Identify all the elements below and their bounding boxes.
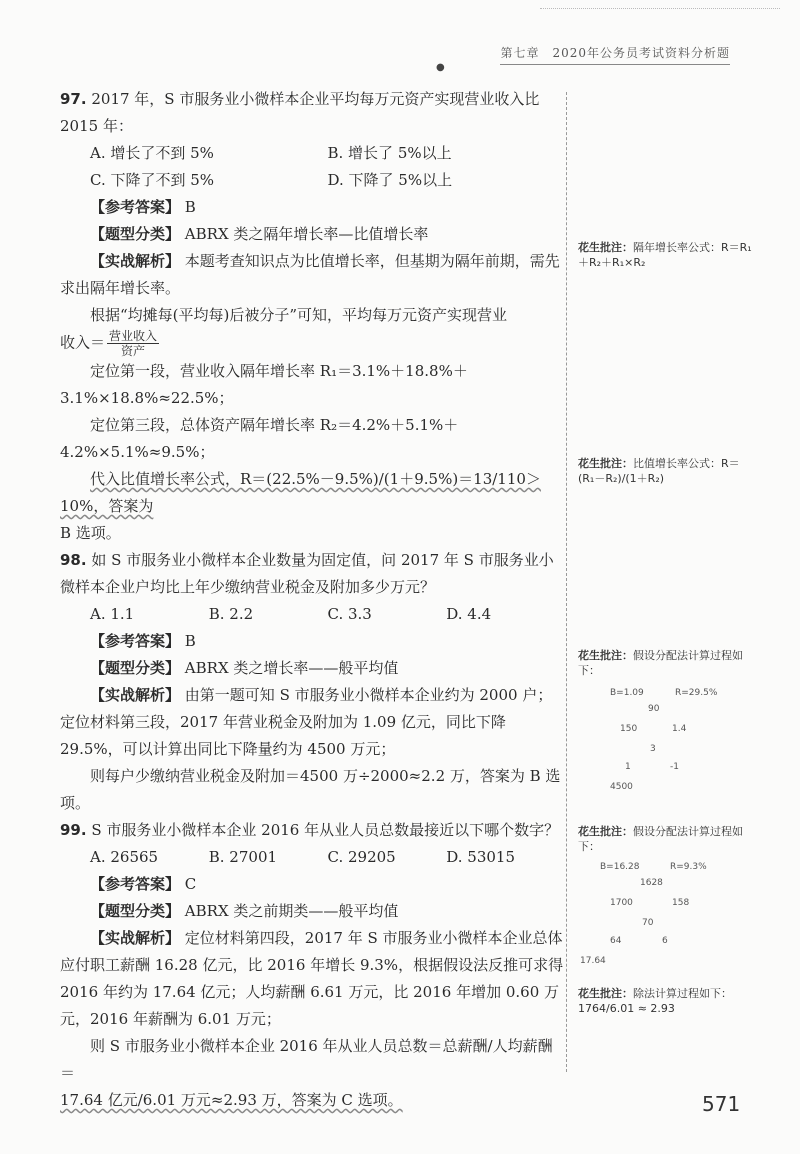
margin-note-3 [578, 648, 753, 678]
note-text: 除法计算过程如下：1764/6.01 ≈ 2.93 [578, 987, 732, 1015]
tree-label: 1.4 [672, 724, 687, 734]
main-column [60, 86, 565, 1114]
note-title: 花生批注： [578, 457, 633, 470]
note-title: 花生批注： [578, 649, 633, 662]
tree-label: 3 [650, 744, 656, 754]
tree-label: 6 [662, 936, 668, 946]
type-value: ABRX 类之隔年增长率—比值增长率 [184, 225, 429, 243]
tree-label: 1700 [610, 898, 633, 908]
tree-label: R=29.5% [675, 688, 718, 698]
analysis-label: 【实战解析】 [90, 252, 181, 270]
fraction: $\frac{\text{营业收入}}{\text{资产}}$ [109, 329, 158, 358]
calc-tree-1 [580, 688, 750, 798]
margin-note-1 [578, 240, 753, 270]
option-c: C. 3.3 [327, 605, 372, 623]
tree-label: R=9.3% [670, 862, 707, 872]
analysis-text: 定位第三段，总体资产隔年增长率 R₂＝4.2%＋5.1%＋4.2%×5.1%≈9.5%； [60, 416, 459, 461]
top-scan-line [540, 8, 780, 9]
calc-tree-2 [580, 862, 750, 972]
analysis-text: 定位材料第四段，2017 年 S 市服务业小微样本企业总体应付职工薪酬 16.28 亿元，比 2016 年增长 9.3%，根据假设法反推可求得 2016 年约为 17.64 亿元；人均薪酬 6.61 万元，比 2016 年增加 0.60 万元，2016 年薪酬为 6.01 万元； [60, 929, 564, 1028]
type-label: 【题型分类】 [90, 659, 181, 677]
tree-label: 90 [648, 704, 660, 714]
analysis-text: 本题考查知识点为比值增长率，但基期为隔年前期，需先求出隔年增长率。 [60, 252, 560, 297]
tree-label: 4500 [610, 782, 633, 792]
tree-label: 158 [672, 898, 690, 908]
question-number: 97. [60, 90, 87, 108]
tree-label: 17.64 [580, 956, 606, 966]
tree-label: -1 [670, 762, 679, 772]
option-d: D. 4.4 [446, 605, 492, 623]
analysis-text: 17.64 亿元/6.01 万元≈2.93 万，答案为 C 选项。 [60, 1091, 403, 1109]
answer-value: B [184, 198, 196, 216]
option-a: A. 1.1 [90, 605, 135, 623]
answer-label: 【参考答案】 [90, 875, 181, 893]
note-title: 花生批注： [578, 825, 633, 838]
note-text: 隔年增长率公式：R＝R₁＋R₂＋R₁×R₂ [578, 241, 752, 269]
answer-label: 【参考答案】 [90, 632, 181, 650]
question-stem: 如 S 市服务业小微样本企业数量为固定值，问 2017 年 S 市服务业小微样本企业户均比上年少缴纳营业税金及附加多少万元？ [60, 551, 554, 596]
type-label: 【题型分类】 [90, 902, 181, 920]
question-98 [60, 547, 565, 817]
options [60, 601, 565, 628]
margin-note-2 [578, 456, 753, 486]
tree-label: 1 [625, 762, 631, 772]
analysis-text: 定位第一段，营业收入隔年增长率 R₁＝3.1%＋18.8%＋3.1%×18.8%≈22.5%； [60, 362, 468, 407]
tree-label: 150 [620, 724, 638, 734]
option-d: D. 53015 [446, 848, 515, 866]
analysis-label: 【实战解析】 [90, 929, 181, 947]
tree-label: 1628 [640, 878, 663, 888]
option-d: D. 下降了 5%以上 [327, 171, 453, 189]
answer-label: 【参考答案】 [90, 198, 181, 216]
type-value: ABRX 类之增长率——般平均值 [184, 659, 399, 677]
page-header: 第七章 2020年公务员考试资料分析题 [500, 44, 730, 65]
option-c: C. 29205 [327, 848, 396, 866]
note-title: 花生批注： [578, 987, 633, 1000]
margin-note-4 [578, 824, 753, 854]
question-stem: S 市服务业小微样本企业 2016 年从业人员总数最接近以下哪个数字？ [91, 821, 560, 839]
tree-label: 64 [610, 936, 622, 946]
analysis-text: 根据“均摊每(平均每)后被分子”可知，平均每万元资产实现营业 [90, 306, 508, 324]
option-a: A. 26565 [90, 848, 159, 866]
analysis-text: 则 S 市服务业小微样本企业 2016 年从业人员总数＝总薪酬/人均薪酬＝ [60, 1037, 553, 1082]
note-text: 假设分配法计算过程如下： [578, 825, 743, 853]
analysis-text: B 选项。 [60, 524, 121, 542]
note-title: 花生批注： [578, 241, 633, 254]
option-b: B. 增长了 5%以上 [327, 144, 452, 162]
question-stem: 2017 年，S 市服务业小微样本企业平均每万元资产实现营业收入比 2015 年： [60, 90, 540, 135]
option-b: B. 27001 [208, 848, 278, 866]
answer-value: C [184, 875, 197, 893]
note-text: 假设分配法计算过程如下： [578, 649, 743, 677]
option-a: A. 增长了不到 5% [90, 144, 214, 162]
margin-divider [566, 92, 567, 1072]
question-number: 98. [60, 551, 87, 569]
analysis-label: 【实战解析】 [90, 686, 181, 704]
analysis-text: 由第一题可知 S 市服务业小微样本企业约为 2000 户；定位材料第三段，2017 年营业税金及附加为 1.09 亿元，同比下降 29.5%，可以计算出同比下降量约为 4500 万元； [60, 686, 553, 758]
note-text: 比值增长率公式：R＝(R₁－R₂)/(1＋R₂) [578, 457, 740, 485]
options [60, 140, 565, 194]
page-number: 571 [702, 1092, 741, 1116]
question-number: 99. [60, 821, 87, 839]
analysis-text: 代入比值增长率公式，R＝(22.5%－9.5%)/(1＋9.5%)＝13/110＞10%，答案为 [60, 470, 541, 515]
question-99 [60, 817, 565, 1114]
type-value: ABRX 类之前期类——般平均值 [184, 902, 399, 920]
answer-value: B [184, 632, 196, 650]
margin-note-5 [578, 986, 753, 1016]
tree-label: B=1.09 [610, 688, 644, 698]
tree-label: 70 [642, 918, 654, 928]
header-bullet: ● [436, 62, 445, 73]
option-b: B. 2.2 [208, 605, 254, 623]
type-label: 【题型分类】 [90, 225, 181, 243]
analysis-text: 收入＝ [60, 333, 106, 352]
options [60, 844, 565, 871]
tree-label: B=16.28 [600, 862, 640, 872]
option-c: C. 下降了不到 5% [90, 171, 215, 189]
analysis-text: 则每户少缴纳营业税金及附加＝4500 万÷2000≈2.2 万，答案为 B 选项。 [60, 767, 561, 812]
question-97 [60, 86, 565, 547]
